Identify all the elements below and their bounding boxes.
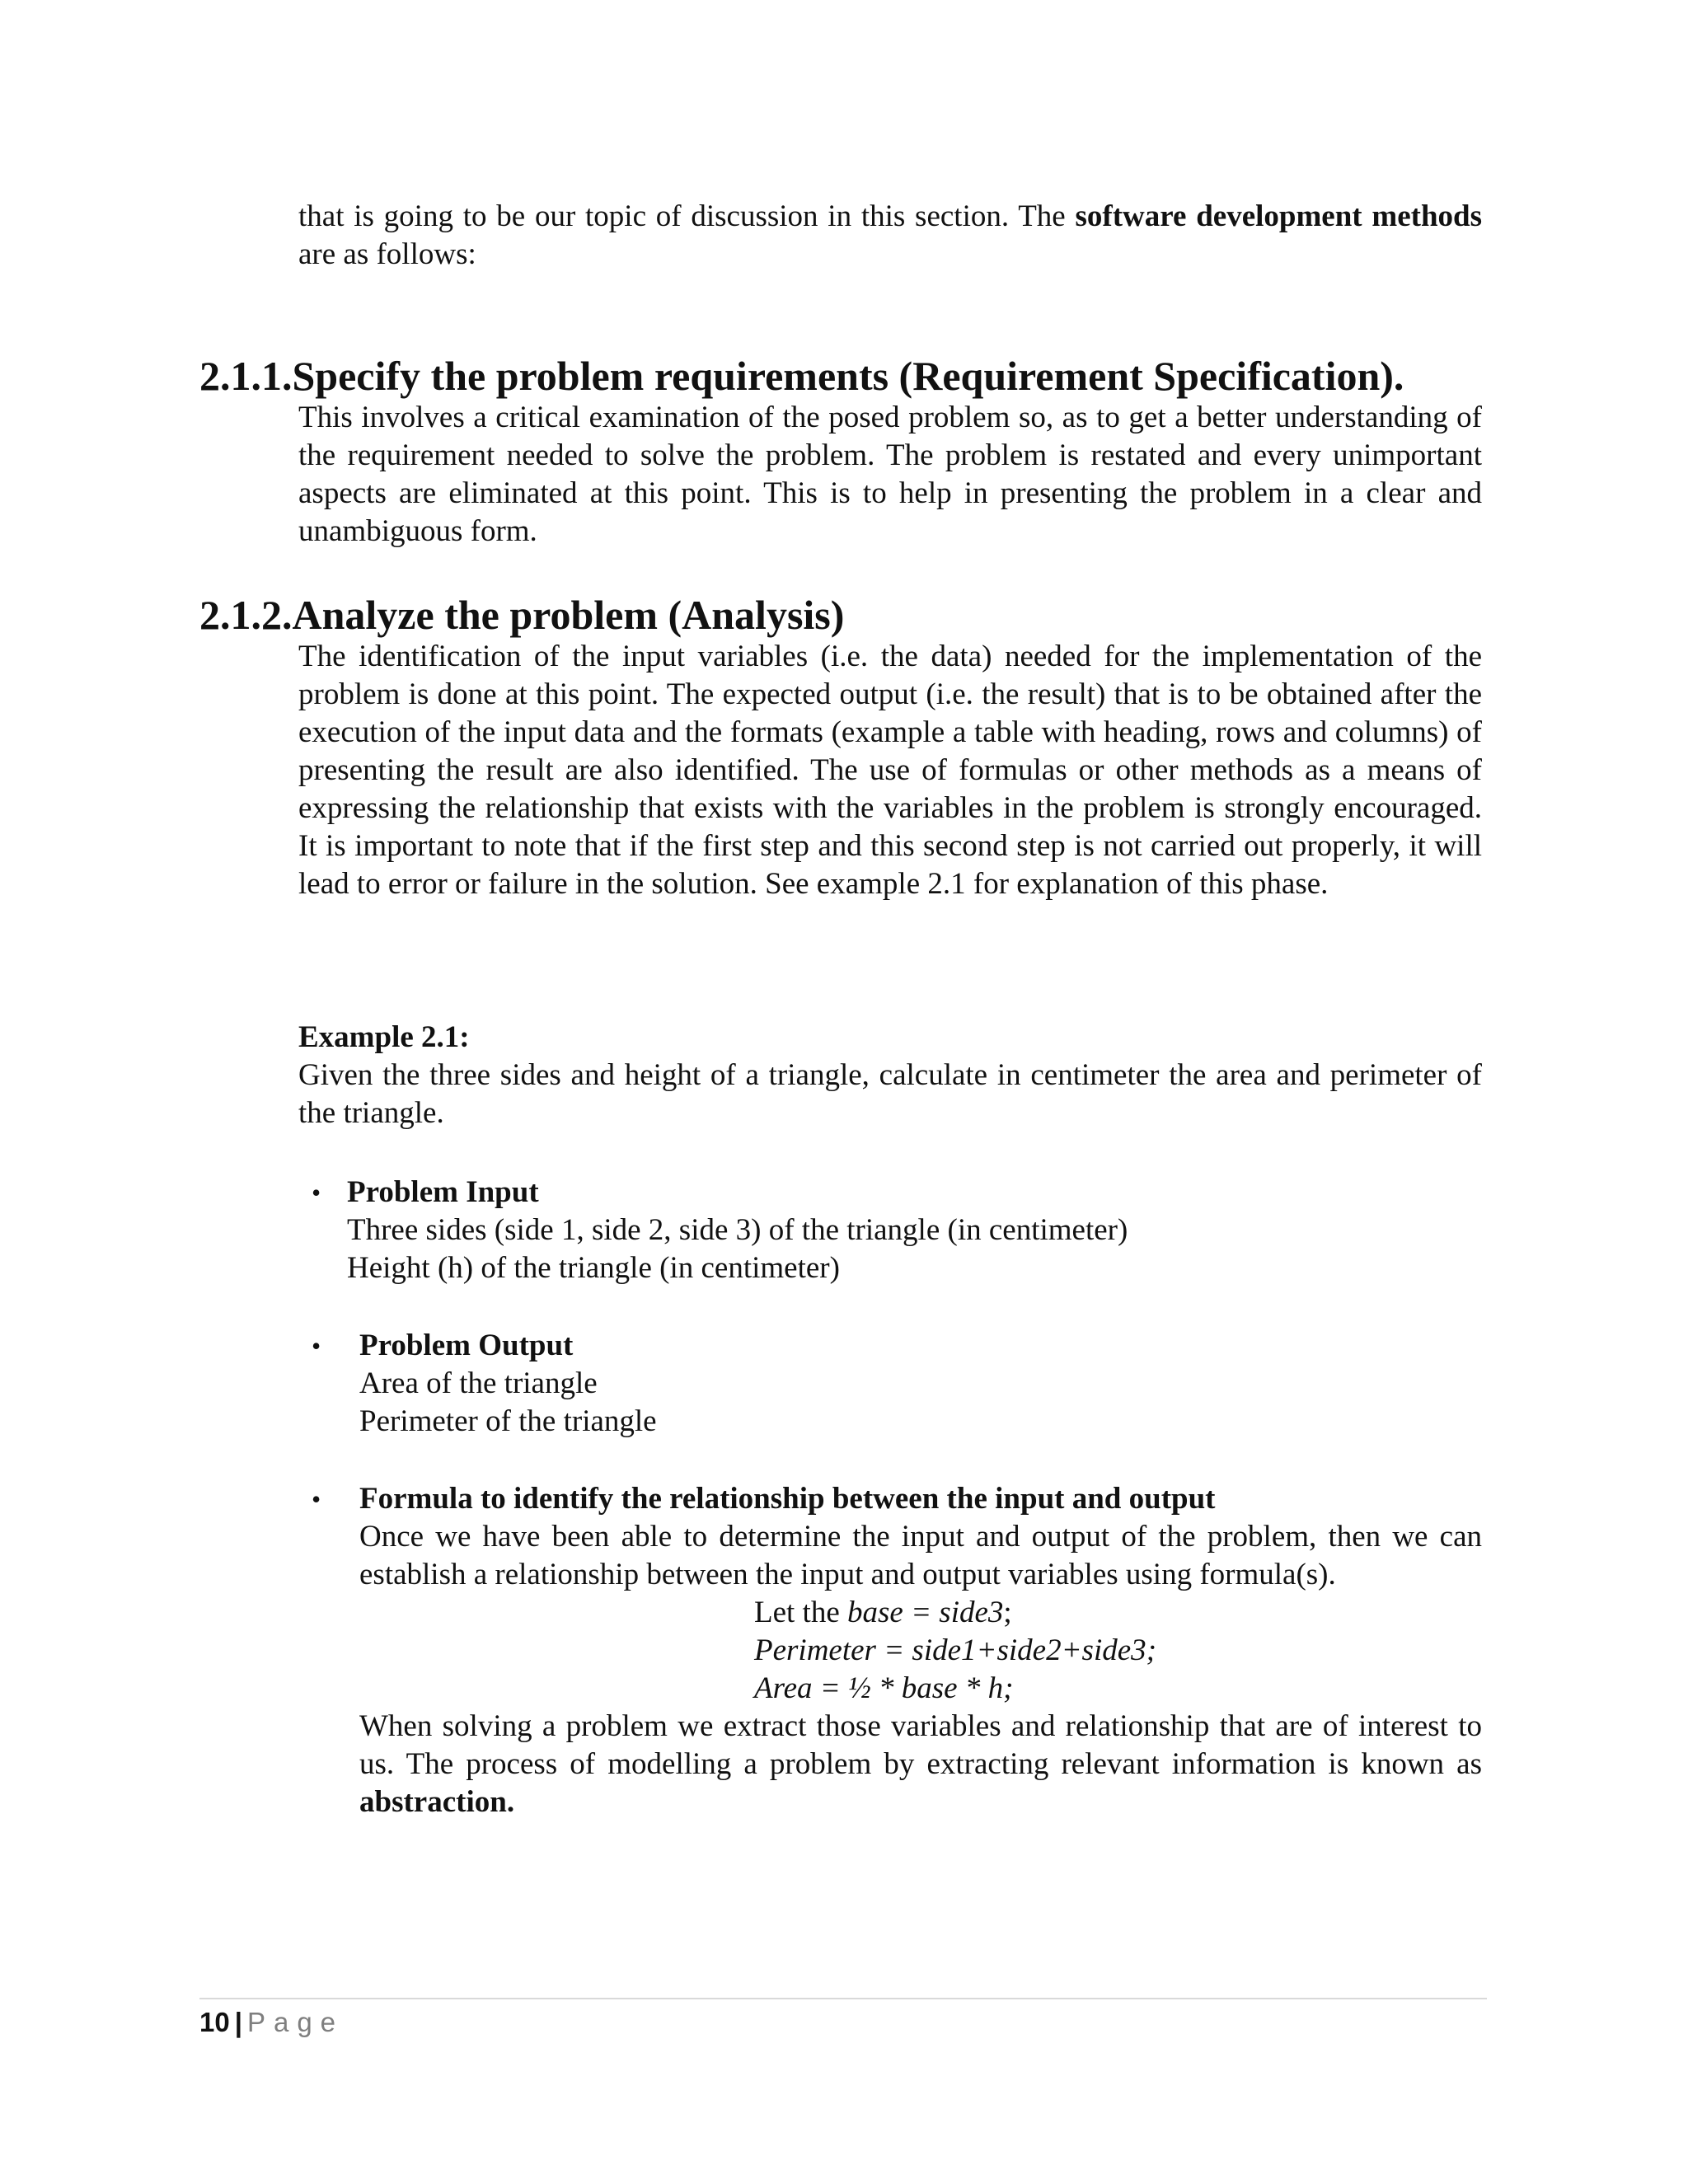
- section-heading-2-1-1: [199, 351, 1404, 401]
- page-label: Page: [246, 2007, 345, 2037]
- section-body-2-1-2: The identification of the input variables (i.e. the data) needed for the implementation of the problem is done at this point. The expected output (i.e. the result) that is to be obtained after the execution of the input data and the formats (example a table with heading, rows and columns) of presenting the result are also identified. The use of formulas or other methods as a means of expressing the relationship that exists with the variables in the problem is strongly encouraged. It is important to note that if the first step and this second step is not carried out properly, it will lead to error or failure in the solution. See example 2.1 for explanation of this phase.: [298, 640, 1482, 901]
- footer-separator: |: [234, 2007, 242, 2037]
- formula-perimeter-expr: Perimeter = side1+side2+side3;: [754, 1633, 1156, 1667]
- problem-input-line-2: Height (h) of the triangle (in centimeter): [347, 1251, 840, 1285]
- formula-let-suffix: ;: [1003, 1596, 1012, 1629]
- formula-text: Once we have been able to determine the input and output of the problem, then we can establish a relationship between the input and output variables using formula(s).: [359, 1520, 1482, 1591]
- bullet-icon: •: [312, 1331, 321, 1361]
- example-label: Example 2.1:: [298, 1020, 470, 1054]
- closing-text: When solving a problem we extract those variables and relationship that are of interest to us. The process of modelling a problem by extracting relevant information is known as: [359, 1709, 1482, 1781]
- bullet-icon: •: [312, 1484, 321, 1514]
- formula-perimeter: [754, 1632, 1156, 1670]
- intro-paragraph: [298, 198, 1482, 274]
- closing-bold-term: abstraction.: [359, 1785, 515, 1819]
- formula-area: [754, 1670, 1013, 1708]
- section-number: 2.1.2.: [199, 592, 293, 638]
- section-title: Analyze the problem (Analysis): [292, 592, 845, 638]
- bullet-icon: •: [312, 1178, 321, 1207]
- formula-area-expr: Area = ½ * base * h;: [754, 1671, 1014, 1705]
- page-footer: [199, 2004, 344, 2041]
- footer-divider: [199, 1998, 1487, 1999]
- page-number: 10: [199, 2007, 230, 2037]
- intro-text-1: that is going to be our topic of discussion in this section. The: [298, 199, 1076, 233]
- intro-text-2: are as follows:: [298, 237, 476, 271]
- formula-let-base: [754, 1594, 1012, 1632]
- intro-bold-term: software development methods: [1075, 199, 1483, 233]
- section-heading-2-1-2: [199, 590, 844, 640]
- problem-output-line-2: Perimeter of the triangle: [359, 1404, 657, 1438]
- formula-let-expr: base = side3: [847, 1596, 1004, 1629]
- example-text: Given the three sides and height of a triangle, calculate in centimeter the area and perimeter of the triangle.: [298, 1058, 1482, 1130]
- problem-input-line-1: Three sides (side 1, side 2, side 3) of the triangle (in centimeter): [347, 1213, 1128, 1247]
- formula-title: Formula to identify the relationship between the input and output: [359, 1482, 1216, 1516]
- section-title: Specify the problem requirements (Requirement Specification).: [292, 353, 1404, 399]
- closing-paragraph: [359, 1708, 1482, 1821]
- section-number: 2.1.1.: [199, 353, 293, 399]
- formula-let-prefix: Let the: [754, 1596, 848, 1629]
- problem-output-line-1: Area of the triangle: [359, 1366, 598, 1400]
- problem-input-title: Problem Input: [347, 1175, 539, 1209]
- section-body-2-1-1: This involves a critical examination of the posed problem so, as to get a better understanding of the requirement needed to solve the problem. The problem is restated and every unimportant aspects are eliminated at this point. This is to help in presenting the problem in a clear and unambiguous form.: [298, 401, 1482, 548]
- problem-output-title: Problem Output: [359, 1329, 574, 1362]
